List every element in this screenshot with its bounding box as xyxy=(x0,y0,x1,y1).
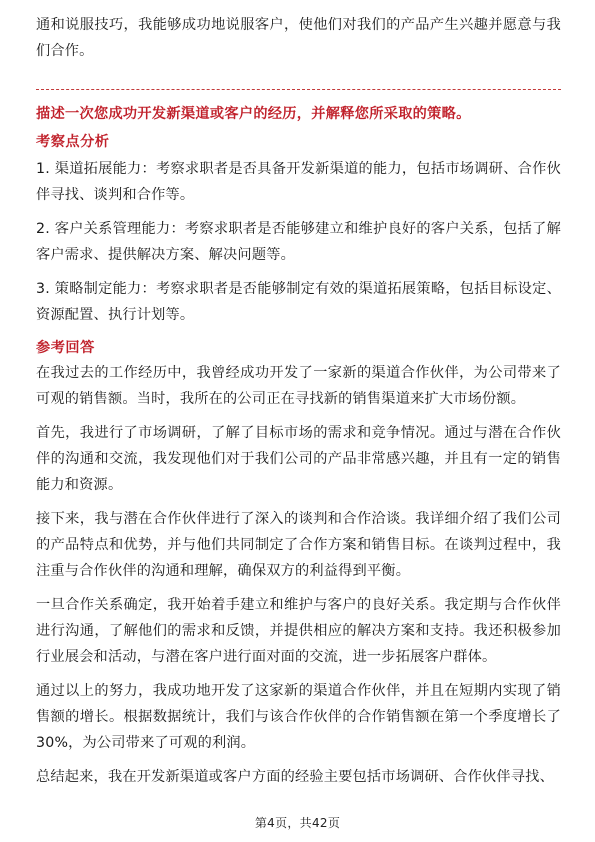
analysis-list xyxy=(36,156,561,336)
analysis-item: 1. 渠道拓展能力：考察求职者是否具备开发新渠道的能力，包括市场调研、合作伙伴寻找、谈判和合作等。 xyxy=(36,161,561,203)
answer-paragraph: 一旦合作关系确定，我开始着手建立和维护与客户的良好关系。我定期与合作伙伴进行沟通，了解他们的需求和反馈，并提供相应的解决方案和支持。我还积极参加行业展会和活动，与潜在客户进行面对面的交流，进一步拓展客户群体。 xyxy=(36,597,561,665)
page-number: 第4页，共42页 xyxy=(254,816,341,830)
analysis-item: 2. 客户关系管理能力：考察求职者是否能够建立和维护良好的客户关系，包括了解客户需求、提供解决方案、解决问题等。 xyxy=(36,221,561,263)
answer-paragraph: 在我过去的工作经历中，我曾经成功开发了一家新的渠道合作伙伴，为公司带来了可观的销售额。当时，我所在的公司正在寻找新的销售渠道来扩大市场份额。 xyxy=(36,365,561,407)
analysis-item: 3. 策略制定能力：考察求职者是否能够制定有效的渠道拓展策略，包括目标设定、资源配置、执行计划等。 xyxy=(36,281,561,323)
question-title: 描述一次您成功开发新渠道或客户的经历，并解释您所采取的策略。 xyxy=(36,106,471,122)
answer-paragraph: 通过以上的努力，我成功地开发了这家新的渠道合作伙伴，并且在短期内实现了销售额的增长。根据数据统计，我们与该合作伙伴的合作销售额在第一个季度增长了30%，为公司带来了可观的利润。 xyxy=(36,683,561,751)
answer-paragraph: 总结起来，我在开发新渠道或客户方面的经验主要包括市场调研、合作伙伴寻找、 xyxy=(36,769,554,785)
answer-heading: 参考回答 xyxy=(36,340,95,356)
answer-paragraph: 首先，我进行了市场调研，了解了目标市场的需求和竞争情况。通过与潜在合作伙伴的沟通和交流，我发现他们对于我们公司的产品非常感兴趣，并且有一定的销售能力和资源。 xyxy=(36,425,561,493)
intro-paragraph: 通和说服技巧，我能够成功地说服客户，使他们对我们的产品产生兴趣并愿意与我们合作。 xyxy=(36,17,561,59)
answer-body xyxy=(36,360,561,798)
section-divider xyxy=(36,89,561,90)
answer-paragraph: 接下来，我与潜在合作伙伴进行了深入的谈判和合作洽谈。我详细介绍了我们公司的产品特点和优势，并与他们共同制定了合作方案和销售目标。在谈判过程中，我注重与合作伙伴的沟通和理解，确保双方的利益得到平衡。 xyxy=(36,511,561,579)
analysis-heading: 考察点分析 xyxy=(36,134,110,150)
